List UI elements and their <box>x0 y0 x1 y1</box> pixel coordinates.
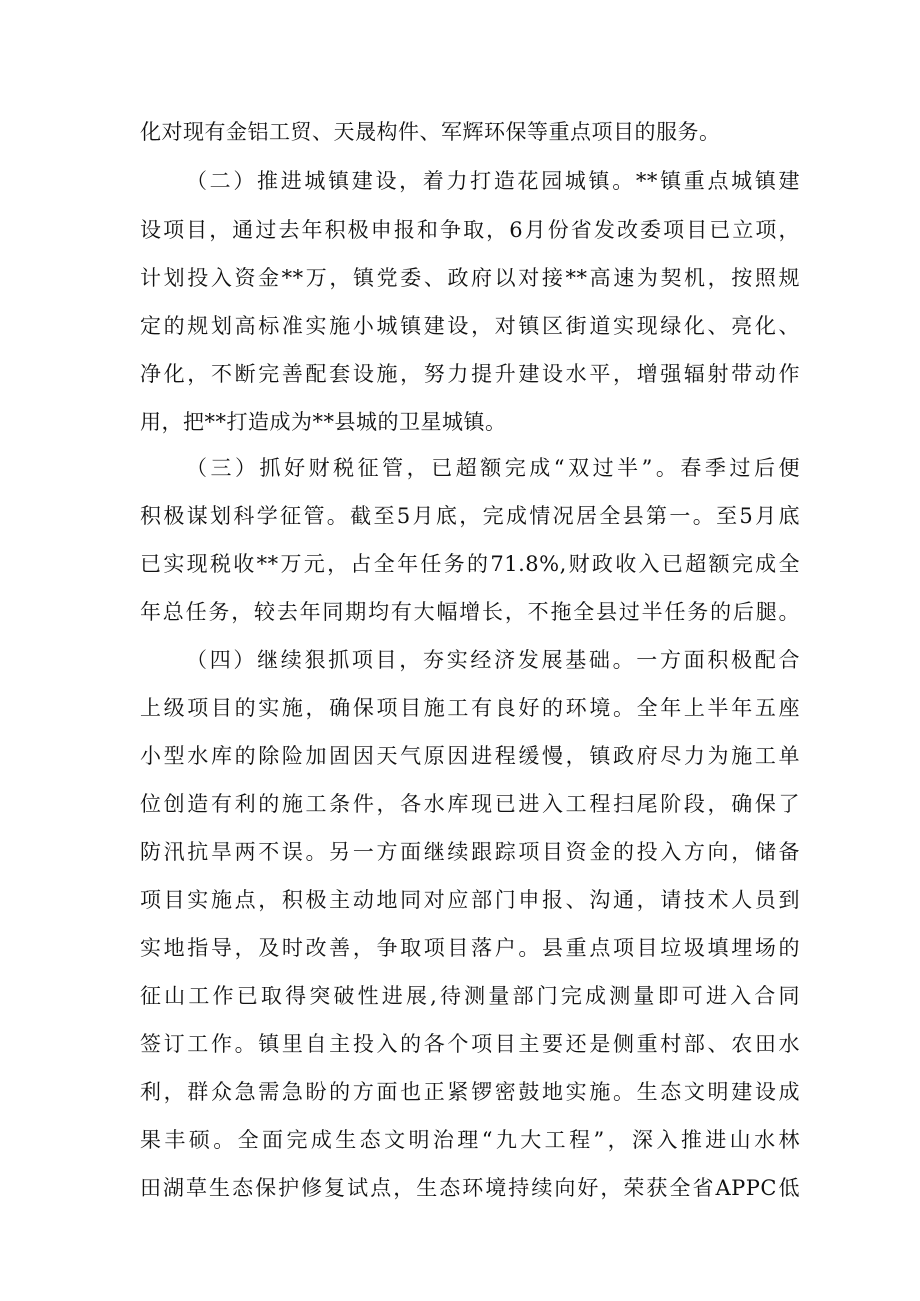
text-line: 利，群众急需急盼的方面也正紧锣密鼓地实施。生态文明建设成 <box>140 1080 800 1104</box>
text-line: 征山工作已取得突破性进展,待测量部门完成测量即可进入合同 <box>140 984 800 1008</box>
text-line: 净化，不断完善配套设施，努力提升建设水平，增强辐射带动作 <box>140 362 800 386</box>
text-line: 田湖草生态保护修复试点，生态环境持续向好，荣获全省APPC低 <box>140 1176 800 1200</box>
text-line: 化对现有金铝工贸、天晟构件、军辉环保等重点项目的服务。 <box>140 120 721 144</box>
text-line: 防汛抗旱两不误。另一方面继续跟踪项目资金的投入方向，储备 <box>140 840 800 864</box>
text-line: 实地指导，及时改善，争取项目落户。县重点项目垃圾填埋场的 <box>140 936 800 960</box>
text-line: 设项目，通过去年积极申报和争取，6月份省发改委项目已立项， <box>140 218 800 242</box>
text-line: 积极谋划科学征管。截至5月底，完成情况居全县第一。至5月底 <box>140 504 800 528</box>
text-line: 上级项目的实施，确保项目施工有良好的环境。全年上半年五座 <box>140 696 800 720</box>
text-line: 小型水库的除险加固因天气原因进程缓慢，镇政府尽力为施工单 <box>140 744 800 768</box>
section-heading-line: （四）继续狠抓项目，夯实经济发展基础。一方面积极配合 <box>186 648 800 672</box>
text-line: 位创造有利的施工条件，各水库现已进入工程扫尾阶段，确保了 <box>140 792 800 816</box>
text-line: 签订工作。镇里自主投入的各个项目主要还是侧重村部、农田水 <box>140 1032 800 1056</box>
text-line: 计划投入资金**万，镇党委、政府以对接**高速为契机，按照规 <box>140 266 800 290</box>
text-line: 年总任务，较去年同期均有大幅增长，不拖全县过半任务的后腿。 <box>140 600 800 624</box>
section-heading-line: （二）推进城镇建设，着力打造花园城镇。**镇重点城镇建 <box>186 169 800 193</box>
text-line: 定的规划高标准实施小城镇建设，对镇区街道实现绿化、亮化、 <box>140 314 800 338</box>
section-heading-line: （三）抓好财税征管，已超额完成“双过半”。春季过后便 <box>186 456 800 480</box>
text-line: 用，把**打造成为**县城的卫星城镇。 <box>140 410 507 434</box>
text-line: 果丰硕。全面完成生态文明治理“九大工程”，深入推进山水林 <box>140 1128 800 1152</box>
text-line: 已实现税收**万元，占全年任务的71.8%,财政收入已超额完成全 <box>140 552 800 576</box>
text-line: 项目实施点，积极主动地同对应部门申报、沟通，请技术人员到 <box>140 888 800 912</box>
